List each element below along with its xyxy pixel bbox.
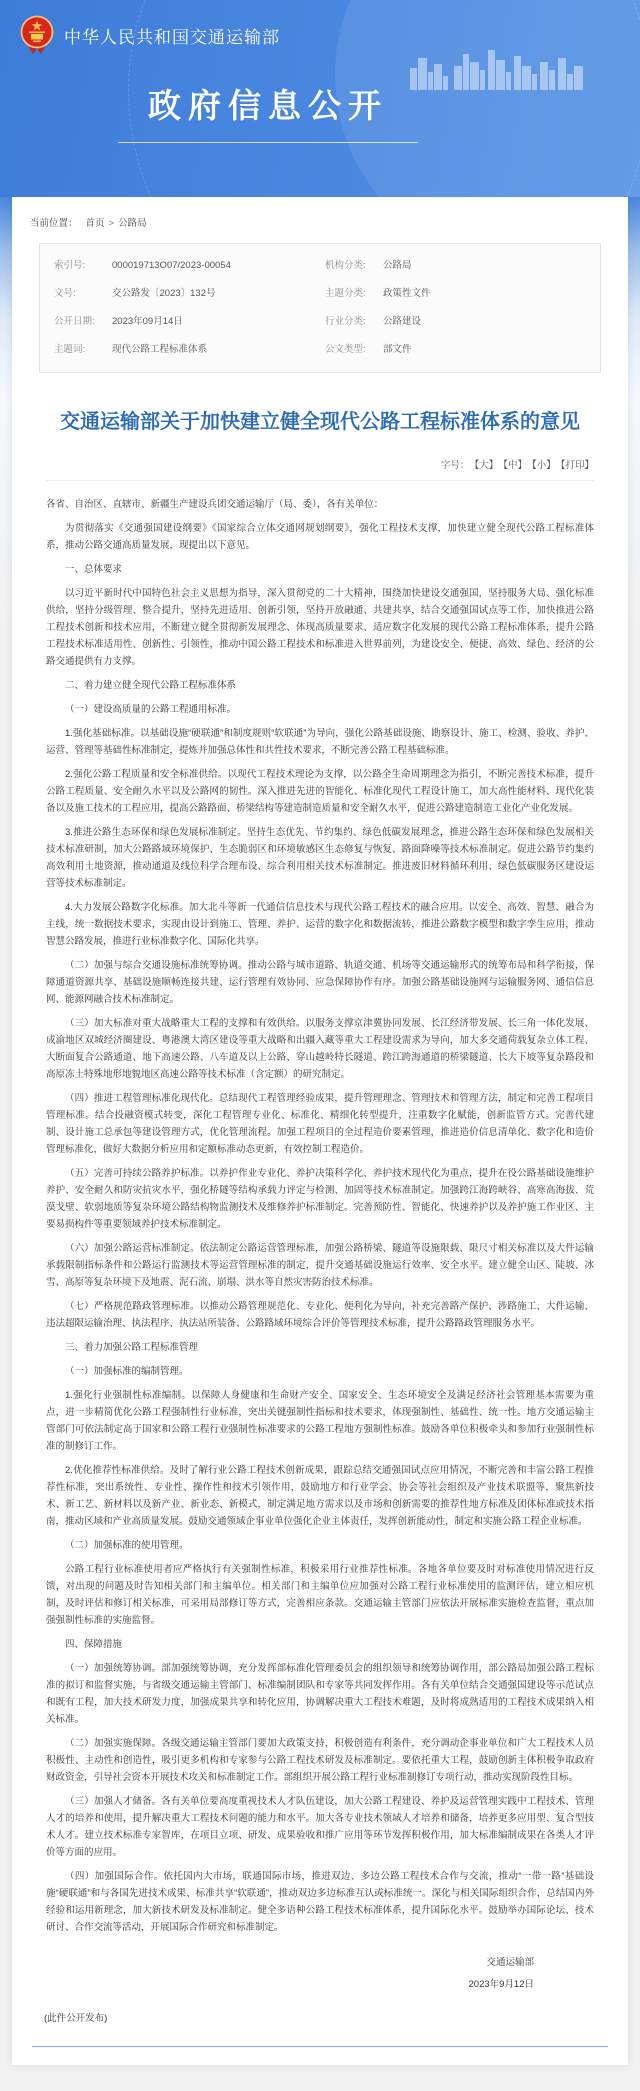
breadcrumb-link[interactable]: 公路局 bbox=[118, 218, 147, 229]
document-metadata-table bbox=[39, 243, 601, 373]
body-paragraph: 2.优化推荐性标准供给。及时了解行业公路工程技术创新成果，跟踪总结交通强国试点应用情况，不断完善和丰富公路工程推荐性标准，突出系统性、专业性、操作性和技术引领作用，鼓励地方和行业学会、协会等社会组织及产业技术联盟等，聚焦新技术、新工艺、新材料以及新产业、新业态、新模式，制定满足地方需求以及市场和创新需要的推荐性地方标准及团体标准或技术指南，推动区域和产业高质量发展。鼓励交通领域企事业单位强化企业主体责任，发挥创新能动性，制定和实施公路工程企业标准。 bbox=[46, 1465, 594, 1527]
metadata-label: 主题词: bbox=[54, 344, 86, 355]
metadata-label: 主题分类: bbox=[325, 288, 366, 299]
body-paragraph: 一、总体要求 bbox=[65, 564, 123, 575]
body-paragraph: （二）加强标准的使用管理。 bbox=[65, 1540, 189, 1551]
body-paragraph: 1.强化基础标准。以基础设施“硬联通”和制度规则“软联通”为导向，强化公路基础设施、勘察设计、施工、检测、验收、养护、运营、管理等基础性标准制定，提炼并加强总体性和共性技术要求，不断完善公路工程基础标准。 bbox=[46, 728, 594, 756]
breadcrumb-item[interactable] bbox=[78, 218, 105, 229]
breadcrumb-separator: > bbox=[108, 218, 115, 229]
body-paragraph: （三）加大标准对重大战略重大工程的支撑和有效供给。以服务支撑京津冀协同发展、长江经济带发展、长三角一体化发展、成渝地区双城经济圈建设、粤港澳大湾区建设等重大战略和出疆入藏等重大工程建设需求为导向，加大多交通荷载复杂立体工程、大断面复合公路通道、地下高速公路、八车道及以上公路、穿山越岭特长隧道、跨江跨海通道的桥梁隧道、长大下坡等复杂路段和高原冻土特殊地形地貌地区高速公路等技术标准（含定额）的研究制定。 bbox=[46, 1018, 594, 1080]
body-paragraph: 为贯彻落实《交通强国建设纲要》《国家综合立体交通网规划纲要》，强化工程技术支撑，加快建立健全现代公路工程标准体系，推动公路交通高质量发展，现提出以下意见。 bbox=[46, 523, 594, 551]
metadata-value: 现代公路工程标准体系 bbox=[112, 344, 208, 355]
site-header bbox=[0, 0, 640, 197]
font-size-control-button[interactable]: 【中】 bbox=[503, 460, 527, 471]
content-card bbox=[12, 197, 628, 2065]
banner-title: 政府信息公开 bbox=[148, 87, 388, 124]
metadata-field bbox=[325, 336, 586, 364]
body-paragraph: 3.推进公路生态环保和绿色发展标准制定。坚持生态优先、节约集约、绿色低碳发展理念，推进公路生态环保和绿色发展相关技术标准研制，加大公路路域环境保护、生态脆弱区和环境敏感区生态修复与恢复、路面降噪等技术标准制定。促进公路节约集约高效利用土地资源，推动通道及线位科学合理布设、综合利用相关技术标准制定。推进废旧材料循环利用、绿色低碳服务区建设运营等技术标准制定。 bbox=[46, 827, 594, 889]
font-size-control-button[interactable]: 【小】 bbox=[531, 460, 556, 471]
signature-issuer: 交通运输部 bbox=[486, 1957, 534, 1968]
body-paragraph: 三、着力加强公路工程标准管理 bbox=[65, 1342, 199, 1353]
metadata-value: 2023年09月14日 bbox=[112, 316, 183, 327]
body-paragraph: （五）完善可持续公路养护标准。以养护作业专业化、养护决策科学化、养护技术现代化为重点，提升在役公路基础设施维护养护、安全耐久和防灾抗灾水平，强化桥隧等结构承载力评定与检测、加固等技术标准制定。加强跨江海跨峡谷、高寒高海拔、荒漠戈壁、软弱地质等复杂环境公路结构物监测技术及维修养护标准制定。完善预防性、智能化、快速养护以及养护施工作业区、主要易损构件等重要领域养护技术标准制定。 bbox=[46, 1168, 594, 1230]
body-paragraph: 以习近平新时代中国特色社会主义思想为指导，深入贯彻党的二十大精神，围绕加快建设交通强国，坚持服务大局、强化标准供给，坚持分级管理、整合提升，坚持先进适用、创新引领，坚持开放融通、共建共享，结合交通强国试点等工作，加快推进公路工程技术创新和技术应用，不断建立健全贯彻新发展理念、体现高质量要求、适应数字化发展的现代公路工程标准体系，提升公路工程技术标准适用性、创新性、引领性，推动中国公路工程技术和标准进入世界前列，为建设安全、便捷、高效、绿色、经济的公路交通提供有力支撑。 bbox=[46, 588, 594, 667]
body-paragraph: （一）建设高质量的公路工程通用标准。 bbox=[65, 704, 237, 715]
body-paragraph: （二）加强与综合交通设施标准统筹协调。推动公路与城市道路、轨道交通、机场等交通运输形式的统筹布局和科学衔接，保障通道资源共享、基础设施顺畅连接共建、运行管理有效协同、应急保障协作有序。加强公路基础设施网与运输服务网、通信信息网、能源网融合技术标准制定。 bbox=[46, 960, 594, 1005]
metadata-label: 文号: bbox=[54, 288, 76, 299]
font-size-controls bbox=[46, 457, 594, 480]
signature-block bbox=[28, 1952, 612, 1996]
breadcrumb-link[interactable]: 首页 bbox=[85, 218, 105, 229]
body-paragraph: 2.强化公路工程质量和安全标准供给。以现代工程技术理论为支撑，以公路全生命周期理念为指引，不断完善技术标准，提升公路工程质量、安全耐久水平以及公路网的韧性。深入推进先进的智能化、标准化现代工程设计施工，加大高性能材料、现代化装备以及施工技术的工程应用，提高公路路面、桥梁结构等建造制造质量和安全耐久水平，促进公路建造制造工业化产业化发展。 bbox=[46, 769, 594, 814]
metadata-field bbox=[54, 280, 315, 308]
breadcrumb-item[interactable] bbox=[105, 218, 147, 229]
font-size-control-button[interactable]: 【大】 bbox=[474, 460, 499, 471]
body-paragraph: （一）加强统筹协调。部加强统筹协调，充分发挥部标准化管理委员会的组织领导和统筹协调作用，部公路局加强公路工程标准的拟订和监督实施，与省级交通运输主管部门、标准编制团队和专家等共同发挥作用。各有关单位结合交通强国建设等示范试点和既有工程，加大技术研发力度，加强成果共享和转化应用，协调解决重大工程技术难题，及时将成熟适用的工程技术成果纳入相关标准。 bbox=[46, 1663, 594, 1725]
metadata-label: 行业分类: bbox=[325, 316, 366, 327]
national-emblem-icon bbox=[20, 15, 54, 55]
body-paragraph: （四）推进工程管理标准化现代化。总结现代工程管理经验成果，提升管理理念、管理技术和管理方法，制定和完善工程项目管理标准。结合投融资模式转变，深化工程管理专业化、标准化、精细化转型提升，注重数字化赋能，创新监管方式。完善代建制、设计施工总承包等建设管理方式，优化管理流程。加强工程项目的全过程造价要素管理，推进造价信息清单化、数字化和造价管理标准化，做好大数据分析应用和定额标准动态更新，有效控制工程造价。 bbox=[46, 1093, 594, 1155]
public-release-note: (此件公开发布) bbox=[44, 2013, 108, 2024]
ministry-brand bbox=[0, 0, 640, 55]
body-paragraph: 各省、自治区、直辖市、新疆生产建设兵团交通运输厅（局、委），各有关单位： bbox=[46, 499, 384, 510]
body-paragraph: （七）严格规范路政管理标准。以推动公路管理规范化、专业化、便利化为导向，补充完善路产保护、涉路施工、大件运输、违法超限运输治理、执法程序、执法站所装备、公路路域环境综合评价等管理技术标准，提升公路路政管理服务水平。 bbox=[46, 1301, 594, 1329]
metadata-field bbox=[54, 252, 315, 280]
metadata-value: 政策性文件 bbox=[383, 288, 431, 299]
body-paragraph: 二、着力建立健全现代公路工程标准体系 bbox=[65, 680, 237, 691]
body-paragraph: （三）加强人才储备。各有关单位要高度重视技术人才队伍建设，加大公路工程建设、养护及运营管理实践中工程技术、管理人才的培养和使用，提升解决重大工程技术问题的能力和水平。加大各专业技术领域人才培养和储备，培养更多应用型、复合型技术人才。建立技术标准专家智库，在项目立项、研发、成果验收和推广应用等环节发挥积极作用，加大标准编制成果在各类人才评价等方面的应用。 bbox=[46, 1796, 594, 1858]
body-paragraph: 四、保障措施 bbox=[65, 1639, 123, 1650]
metadata-value: 000019713O07/2023-00054 bbox=[112, 260, 231, 271]
metadata-label: 公文类型: bbox=[325, 344, 366, 355]
body-paragraph: （六）加强公路运营标准制定。依法制定公路运营管理标准，加强公路桥梁、隧道等设施限载、限尺寸相关标准以及大件运输承载限制指标条件和公路运行监测技术等运营管理标准的制定，提升交通基础设施运行效率、安全水平。建立健全山区、陡坡、冰雪、高原等复杂环境下及地震、泥石流、崩塌、洪水等自然灾害防治技术标准。 bbox=[46, 1243, 594, 1288]
metadata-field bbox=[325, 280, 586, 308]
body-paragraph: 1.强化行业强制性标准编制。以保障人身健康和生命财产安全、国家安全、生态环境安全及满足经济社会管理基本需要为重点，进一步精简优化公路工程强制性行业标准，突出关键强制性指标和技术要求，体现强制性、基础性、统一性。地方交通运输主管部门可依法制定高于国家和公路工程行业强制性标准要求的公路工程地方强制性标准。鼓励各单位积极牵头和参加行业强制性标准的制修订工作。 bbox=[46, 1390, 594, 1452]
breadcrumb bbox=[28, 207, 612, 241]
metadata-field bbox=[325, 308, 586, 336]
metadata-label: 机构分类: bbox=[325, 260, 366, 271]
document-title: 交通运输部关于加快建立健全现代公路工程标准体系的意见 bbox=[60, 411, 580, 433]
metadata-field bbox=[54, 308, 315, 336]
body-paragraph: （四）加强国际合作。依托国内大市场，联通国际市场，推进双边、多边公路工程技术合作与交流，推动“一带一路”基础设施“硬联通”和与各国先进技术成果、标准共享“软联通”，推动双边多边标准互认或标准统一。深化与相关国际组织合作，总结国内外经验和运用新理念，加大新技术研发及标准制定。健全多语种公路工程技术标准体系，提升国际化水平。鼓励举办国际论坛、技术研讨、合作交流等活动，开展国际合作研究和标准制定。 bbox=[46, 1871, 594, 1933]
document-body bbox=[28, 481, 612, 1936]
metadata-label: 公开日期: bbox=[54, 316, 95, 327]
body-paragraph: 公路工程行业标准使用者应严格执行有关强制性标准，积极采用行业推荐性标准。各地各单位要及时对标准使用情况进行反馈，对出现的问题及时告知相关部门和主编单位。相关部门和主编单位应加强对公路工程行业标准使用的监测评估，建立相应机制，及时评估和修订相关标准，可采用局部修订等方式，完善相应条款。交通运输主管部门应依法开展标准实施检查监督，重点加强强制性标准的实施监督。 bbox=[46, 1564, 594, 1626]
banner-underline bbox=[118, 142, 418, 143]
metadata-field bbox=[325, 252, 586, 280]
metadata-value: 公路建设 bbox=[383, 316, 422, 327]
font-size-control-button[interactable]: 【打印】 bbox=[560, 460, 594, 471]
metadata-value: 公路局 bbox=[383, 260, 412, 271]
main-area bbox=[0, 197, 640, 2091]
metadata-value: 部文件 bbox=[383, 344, 412, 355]
metadata-value: 交公路发〔2023〕132号 bbox=[112, 288, 216, 299]
metadata-label: 索引号: bbox=[54, 260, 86, 271]
body-paragraph: （二）加强实施保障。各级交通运输主管部门要加大政策支持，积极创造有利条件，充分调动企事业单位和广大工程技术人员积极性、主动性和创造性，吸引更多机构和专家参与公路工程技术研发及标准制定。要依托重大工程，鼓励创新主体积极争取政府财政资金，引导社会资本开展技术攻关和标准制定工作。部组织开展公路工程行业标准制修订专项行动，推动实现阶段性目标。 bbox=[46, 1738, 594, 1783]
body-paragraph: （一）加强标准的编制管理。 bbox=[65, 1366, 189, 1377]
font-size-label: 字号： bbox=[440, 460, 470, 471]
banner bbox=[0, 80, 536, 143]
breadcrumb-label: 当前位置： bbox=[30, 218, 78, 229]
ministry-name: 中华人民共和国交通运输部 bbox=[64, 27, 280, 47]
metadata-field bbox=[54, 336, 315, 364]
bottom-rule bbox=[32, 2046, 608, 2047]
signature-date: 2023年9月12日 bbox=[468, 1979, 534, 1990]
body-paragraph: 4.大力发展公路数字化标准。加大北斗等新一代通信信息技术与现代公路工程技术的融合应用。以安全、高效、智慧、融合为主线，统一数据技术要求，实现由设计到施工、管理、养护、运营的数字化和数据流转，推进公路数字模型和数字孪生应用，推动智慧公路发展，推进行业标准数字化、国际化共享。 bbox=[46, 902, 594, 947]
